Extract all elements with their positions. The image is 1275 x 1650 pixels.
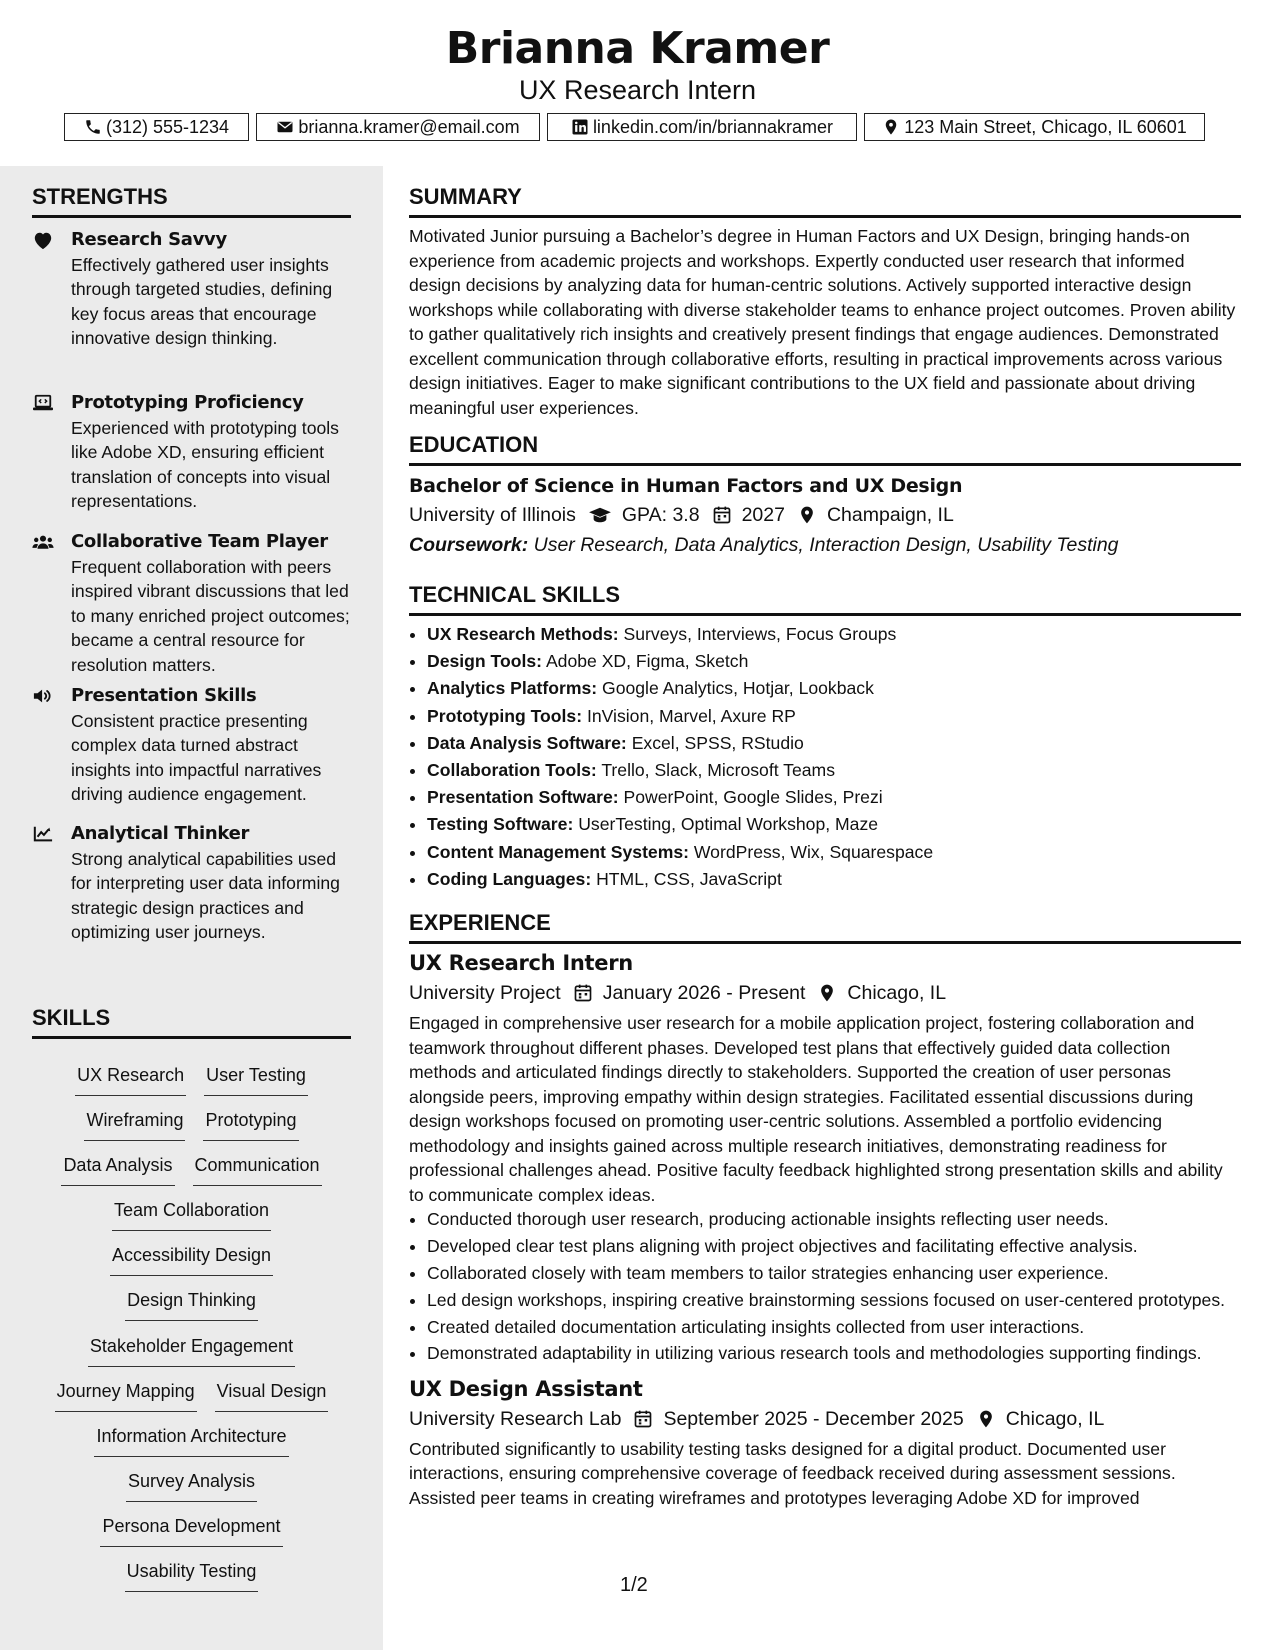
tech-skill-label: Testing Software:	[427, 814, 574, 835]
candidate-title: UX Research Intern	[518, 75, 757, 105]
laptop-code-icon	[32, 393, 54, 413]
job-dates: January 2026 - Present	[602, 982, 806, 1004]
skill-chip: User Testing	[204, 1062, 308, 1096]
linkedin-icon	[571, 118, 589, 136]
skills-section	[32, 1004, 351, 1644]
map-marker-icon	[882, 118, 900, 136]
tech-skill-value: Trello, Slack, Microsoft Teams	[601, 760, 835, 781]
contact-email	[256, 113, 540, 141]
strengths-section	[32, 183, 351, 218]
skill-row	[32, 1062, 351, 1096]
job-description: Engaged in comprehensive user research for a mobile application project, fostering collaboration and teamwork throughout different phases. Developed test plans that effectively guided data collection methods and articulated findings directly to stakeholders. Supported the creation of user personas alongside peers, improving empathy within design strategies. Facilitated essential discussions during design workshops focused on promoting user-centric solutions. Assembled a portfolio evidencing methodology and insights gained across multiple research initiatives, demonstrating readiness for professional challenges ahead. Positive faculty feedback highlighted strong presentation skills and ability to communicate complex ideas.	[409, 1013, 1223, 1205]
strength-title: Analytical Thinker	[71, 823, 250, 844]
tech-skill-label: Design Tools:	[427, 651, 543, 672]
skill-chip: Wireframing	[84, 1107, 185, 1141]
tech-skill-value: InVision, Marvel, Axure RP	[586, 705, 796, 726]
job-bullet: • Led design workshops, inspiring creative brainstorming sessions focused on user-centered prototypes.	[427, 1288, 1241, 1313]
education-meta	[409, 500, 1241, 530]
skill-chip: Persona Development	[100, 1513, 282, 1547]
tech-skill-item	[427, 648, 1241, 675]
experience-title: EXPERIENCE	[409, 909, 1241, 944]
tech-skill-value: Surveys, Interviews, Focus Groups	[623, 624, 897, 644]
tech-skill-value: Excel, SPSS, RStudio	[631, 732, 804, 753]
tech-skill-label: Presentation Software:	[427, 787, 619, 808]
grad-year: 2027	[741, 504, 785, 526]
skill-chip: Design Thinking	[125, 1287, 258, 1321]
tech-skill-item	[427, 757, 1241, 784]
tech-skill-label: Analytics Platforms:	[427, 678, 598, 699]
skill-chip: UX Research	[75, 1062, 186, 1096]
technical-skills-list	[409, 621, 1241, 893]
strength-title: Collaborative Team Player	[71, 531, 328, 552]
summary-title: SUMMARY	[409, 183, 1241, 218]
tech-skill-item	[427, 675, 1241, 702]
envelope-icon	[276, 118, 294, 136]
page-number: 1/2	[620, 1574, 648, 1596]
education-section	[409, 431, 1241, 560]
candidate-name: Brianna Kramer	[445, 23, 830, 74]
volume-icon	[32, 686, 54, 706]
job-role: UX Research Intern	[409, 951, 633, 975]
skill-row	[32, 1468, 351, 1502]
coursework-text: User Research, Data Analytics, Interaction Design, Usability Testing	[533, 534, 1119, 556]
job-meta	[409, 978, 1241, 1008]
skill-row	[32, 1287, 351, 1321]
tech-skill-item	[427, 784, 1241, 811]
skill-chip: Usability Testing	[125, 1558, 259, 1592]
skill-row	[32, 1378, 351, 1412]
map-marker-icon	[817, 983, 837, 1003]
skill-row	[32, 1197, 351, 1231]
phone-text[interactable]: (312) 555-1234	[105, 116, 230, 137]
calendar-icon	[573, 983, 593, 1003]
chart-line-icon	[32, 824, 54, 844]
technical-skills-title: TECHNICAL SKILLS	[409, 581, 1241, 616]
skill-chip: Data Analysis	[61, 1152, 174, 1186]
job-entry	[409, 1374, 1241, 1511]
strengths-title: STRENGTHS	[32, 183, 351, 218]
linkedin-text[interactable]: linkedin.com/in/briannakramer	[592, 116, 834, 137]
tech-skill-item	[427, 703, 1241, 730]
tech-skill-value: HTML, CSS, JavaScript	[596, 868, 782, 889]
degree-name: Bachelor of Science in Human Factors and UX Design	[409, 475, 963, 497]
tech-skill-label: Data Analysis Software:	[427, 732, 627, 753]
users-icon	[32, 532, 54, 552]
heart-icon	[32, 230, 54, 250]
skill-row	[32, 1423, 351, 1457]
skill-chip: Accessibility Design	[110, 1242, 273, 1276]
job-role: UX Design Assistant	[409, 1376, 643, 1401]
job-dates: September 2025 - December 2025	[663, 1407, 964, 1430]
strength-desc: Consistent practice presenting complex data turned abstract insights into impactful narratives driving audience engagement.	[71, 711, 322, 805]
skill-chip: Survey Analysis	[126, 1468, 257, 1502]
job-meta	[409, 1404, 1241, 1434]
skill-chip: Communication	[193, 1152, 322, 1186]
skill-chip: Journey Mapping	[55, 1378, 197, 1412]
tech-skill-label: Collaboration Tools:	[427, 760, 597, 781]
job-entry	[409, 948, 1241, 1366]
strengths-list	[32, 227, 351, 987]
skill-row	[32, 1513, 351, 1547]
tech-skill-value: PowerPoint, Google Slides, Prezi	[623, 787, 883, 808]
tech-skill-label: Coding Languages:	[427, 868, 592, 889]
job-location: Chicago, IL	[847, 982, 947, 1004]
skill-row	[32, 1242, 351, 1276]
job-bullets	[409, 1207, 1241, 1366]
job-bullet: • Conducted thorough user research, producing actionable insights reflecting user needs.	[427, 1207, 1241, 1232]
skill-chip: Stakeholder Engagement	[88, 1333, 295, 1367]
address-text: 123 Main Street, Chicago, IL 60601	[904, 116, 1187, 137]
technical-skills-section	[409, 581, 1241, 893]
summary-section	[409, 183, 1241, 420]
job-location: Chicago, IL	[1005, 1407, 1105, 1430]
strength-desc: Experienced with prototyping tools like Adobe XD, ensuring efficient translation of concepts into visual representations.	[71, 418, 339, 512]
resume-header	[0, 0, 1275, 166]
tech-skill-item	[427, 839, 1241, 866]
job-org: University Research Lab	[409, 1407, 622, 1430]
skill-chip: Prototyping	[203, 1107, 298, 1141]
strength-title: Prototyping Proficiency	[71, 392, 304, 413]
tech-skill-item	[427, 866, 1241, 893]
skill-row	[32, 1333, 351, 1367]
skill-row	[32, 1558, 351, 1592]
tech-skill-value: Adobe XD, Figma, Sketch	[545, 651, 749, 672]
phone-icon	[84, 118, 102, 136]
school-name: University of Illinois	[409, 504, 576, 526]
skill-row	[32, 1107, 351, 1141]
map-marker-icon	[797, 505, 817, 525]
skills-title: SKILLS	[32, 1004, 351, 1039]
coursework-line	[409, 530, 1241, 560]
skill-row	[32, 1152, 351, 1186]
strength-title: Presentation Skills	[71, 685, 257, 706]
strength-title: Research Savvy	[71, 229, 227, 250]
contact-bar	[0, 113, 1275, 145]
strength-desc: Strong analytical capabilities used for interpreting user data informing strategic design practices and optimizing user journeys.	[71, 849, 340, 943]
job-org: University Project	[409, 982, 561, 1004]
skill-chip: Information Architecture	[94, 1423, 288, 1457]
education-title: EDUCATION	[409, 431, 1241, 466]
contact-address	[864, 113, 1205, 141]
tech-skill-item	[427, 811, 1241, 838]
job-bullet: • Collaborated closely with team members to tailor strategies enhancing user experience.	[427, 1261, 1241, 1286]
calendar-icon	[712, 505, 732, 525]
tech-skill-value: Google Analytics, Hotjar, Lookback	[602, 678, 874, 699]
sidebar	[0, 166, 383, 1650]
contact-phone	[64, 113, 249, 141]
job-bullet: • Demonstrated adaptability in utilizing various research tools and methodologies supporting findings.	[427, 1341, 1241, 1366]
tech-skill-value: UserTesting, Optimal Workshop, Maze	[578, 814, 879, 835]
tech-skill-item	[427, 730, 1241, 757]
map-marker-icon	[976, 1409, 996, 1429]
tech-skill-item	[427, 621, 1241, 648]
job-bullet: • Developed clear test plans aligning with project objectives and facilitating effective analysis.	[427, 1234, 1241, 1259]
education-location: Champaign, IL	[826, 504, 954, 526]
tech-skill-label: Prototyping Tools:	[427, 705, 583, 726]
experience-section	[409, 909, 1241, 1510]
skill-chip: Team Collaboration	[112, 1197, 271, 1231]
email-text[interactable]: brianna.kramer@email.com	[298, 116, 520, 137]
tech-skill-value: WordPress, Wix, Squarespace	[693, 841, 934, 862]
strength-desc: Effectively gathered user insights through targeted studies, defining key focus areas that encourage innovative design thinking.	[71, 255, 333, 349]
tech-skill-label: UX Research Methods:	[427, 624, 619, 644]
skill-chip: Visual Design	[215, 1378, 329, 1412]
gpa-text: GPA: 3.8	[621, 504, 700, 526]
coursework-label: Coursework:	[409, 534, 529, 556]
job-bullet: • Created detailed documentation articulating insights collected from user interactions.	[427, 1315, 1241, 1340]
summary-text: Motivated Junior pursuing a Bachelor’s degree in Human Factors and UX Design, bringing hands-on experience from academic projects and workshops. Expertly conducted user research that informed design decisions by analyzing data for human-centric solutions. Actively supported interactive design workshops while collaborating with diverse stakeholder teams to enhance project outcomes. Proven ability to gather qualitatively rich insights and creatively present findings that engage audiences. Demonstrated excellent communication through collaborative efforts, resulting in practical improvements across various design initiatives. Eager to make significant contributions to the UX field and passionate about driving meaningful user experiences.	[409, 226, 1236, 418]
tech-skill-label: Content Management Systems:	[427, 841, 689, 862]
calendar-icon	[633, 1409, 653, 1429]
graduation-cap-icon	[588, 505, 612, 525]
strength-desc: Frequent collaboration with peers inspired vibrant discussions that led to many enriched project outcomes; became a central resource for resolution matters.	[71, 557, 350, 675]
contact-linkedin	[547, 113, 857, 141]
job-description: Contributed significantly to usability testing tasks designed for a digital product. Documented user interactions, ensuring comprehensive coverage of feedback received during assessment sessions. Assisted peer teams in creating wireframes and prototypes leveraging Adobe XD for improved	[409, 1438, 1176, 1508]
